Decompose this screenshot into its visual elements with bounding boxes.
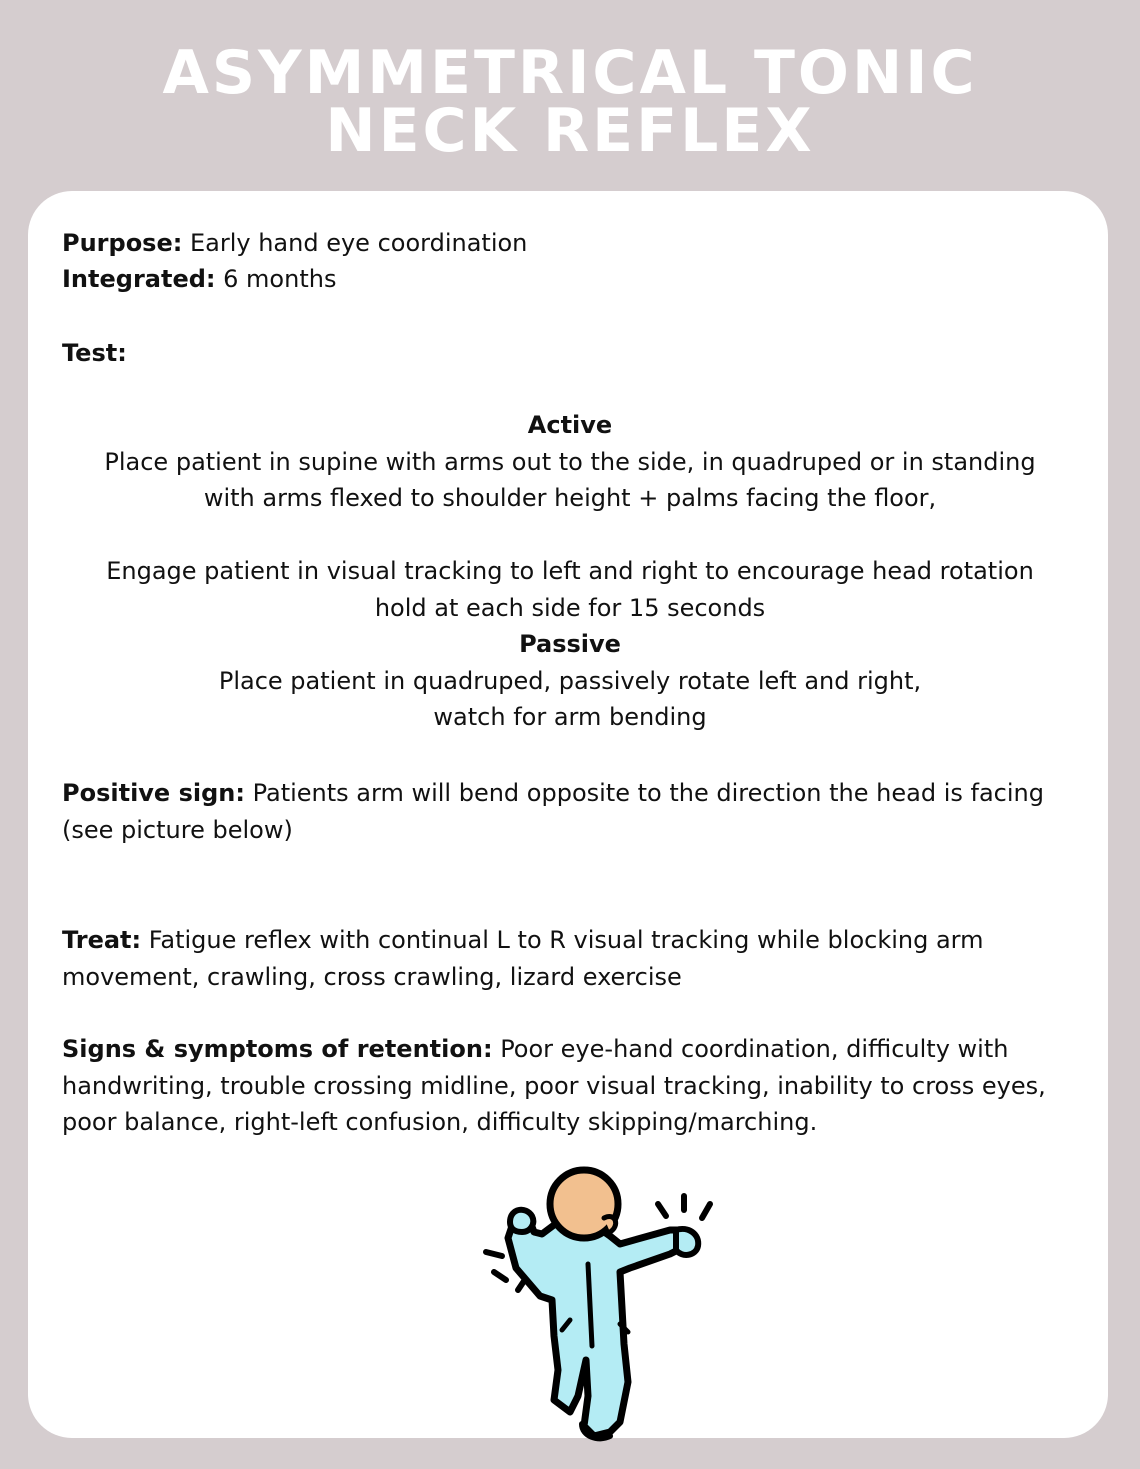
integrated-label: Integrated: xyxy=(62,265,216,293)
passive-line-1: Place patient in quadruped, passively rotate left and right, xyxy=(218,666,922,695)
positive-sign-paragraph xyxy=(62,775,1092,848)
treat-paragraph xyxy=(62,922,1092,995)
right-hand xyxy=(676,1229,698,1255)
positive-sign-label: Positive sign: xyxy=(62,779,245,807)
active-section xyxy=(40,407,1100,736)
motion-line xyxy=(486,1252,502,1256)
purpose-line xyxy=(62,225,527,261)
active-line-3: Engage patient in visual tracking to left and right to encourage head rotation xyxy=(106,557,1034,585)
active-heading: Active xyxy=(527,411,613,439)
integrated-line xyxy=(62,261,336,297)
active-line-4: hold at each side for 15 seconds xyxy=(374,593,766,622)
motion-line xyxy=(702,1204,710,1218)
baby-reflex-icon xyxy=(470,1160,730,1445)
active-line-2: with arms flexed to shoulder height + palms facing the floor, xyxy=(203,484,937,512)
test-heading xyxy=(62,335,127,371)
passive-heading: Passive xyxy=(519,630,621,658)
title-line-2: NECK REFLEX xyxy=(325,96,815,166)
purpose-value: Early hand eye coordination xyxy=(189,229,528,257)
signs-label: Signs & symptoms of retention: xyxy=(62,1035,493,1063)
integrated-value: 6 months xyxy=(223,265,337,293)
baby-head xyxy=(550,1170,618,1238)
positive-sign-value: Patients arm will bend opposite to the direction the head is facing (see picture below) xyxy=(62,779,1044,844)
motion-line xyxy=(494,1272,506,1280)
passive-line-2: watch for arm bending xyxy=(433,703,707,731)
test-label: Test: xyxy=(62,339,127,367)
active-line-1: Place patient in supine with arms out to the side, in quadruped or in standing xyxy=(104,447,1036,476)
signs-value: Poor eye-hand coordination, difficulty with handwriting, trouble crossing midline, poor visual tracking, inability to cross eyes, poor balance, right-left confusion, difficulty skipping/marching. xyxy=(62,1035,1046,1136)
treat-label: Treat: xyxy=(62,926,142,954)
left-hand xyxy=(510,1210,533,1232)
page-title xyxy=(0,38,1140,166)
motion-line xyxy=(658,1204,666,1216)
title-line-1: ASYMMETRICAL TONIC xyxy=(162,38,978,108)
treat-value: Fatigue reflex with continual L to R visual tracking while blocking arm movement, crawling, cross crawling, lizard exercise xyxy=(62,926,984,991)
baby-body xyxy=(508,1216,686,1436)
signs-paragraph xyxy=(62,1031,1092,1141)
purpose-label: Purpose: xyxy=(62,229,183,257)
